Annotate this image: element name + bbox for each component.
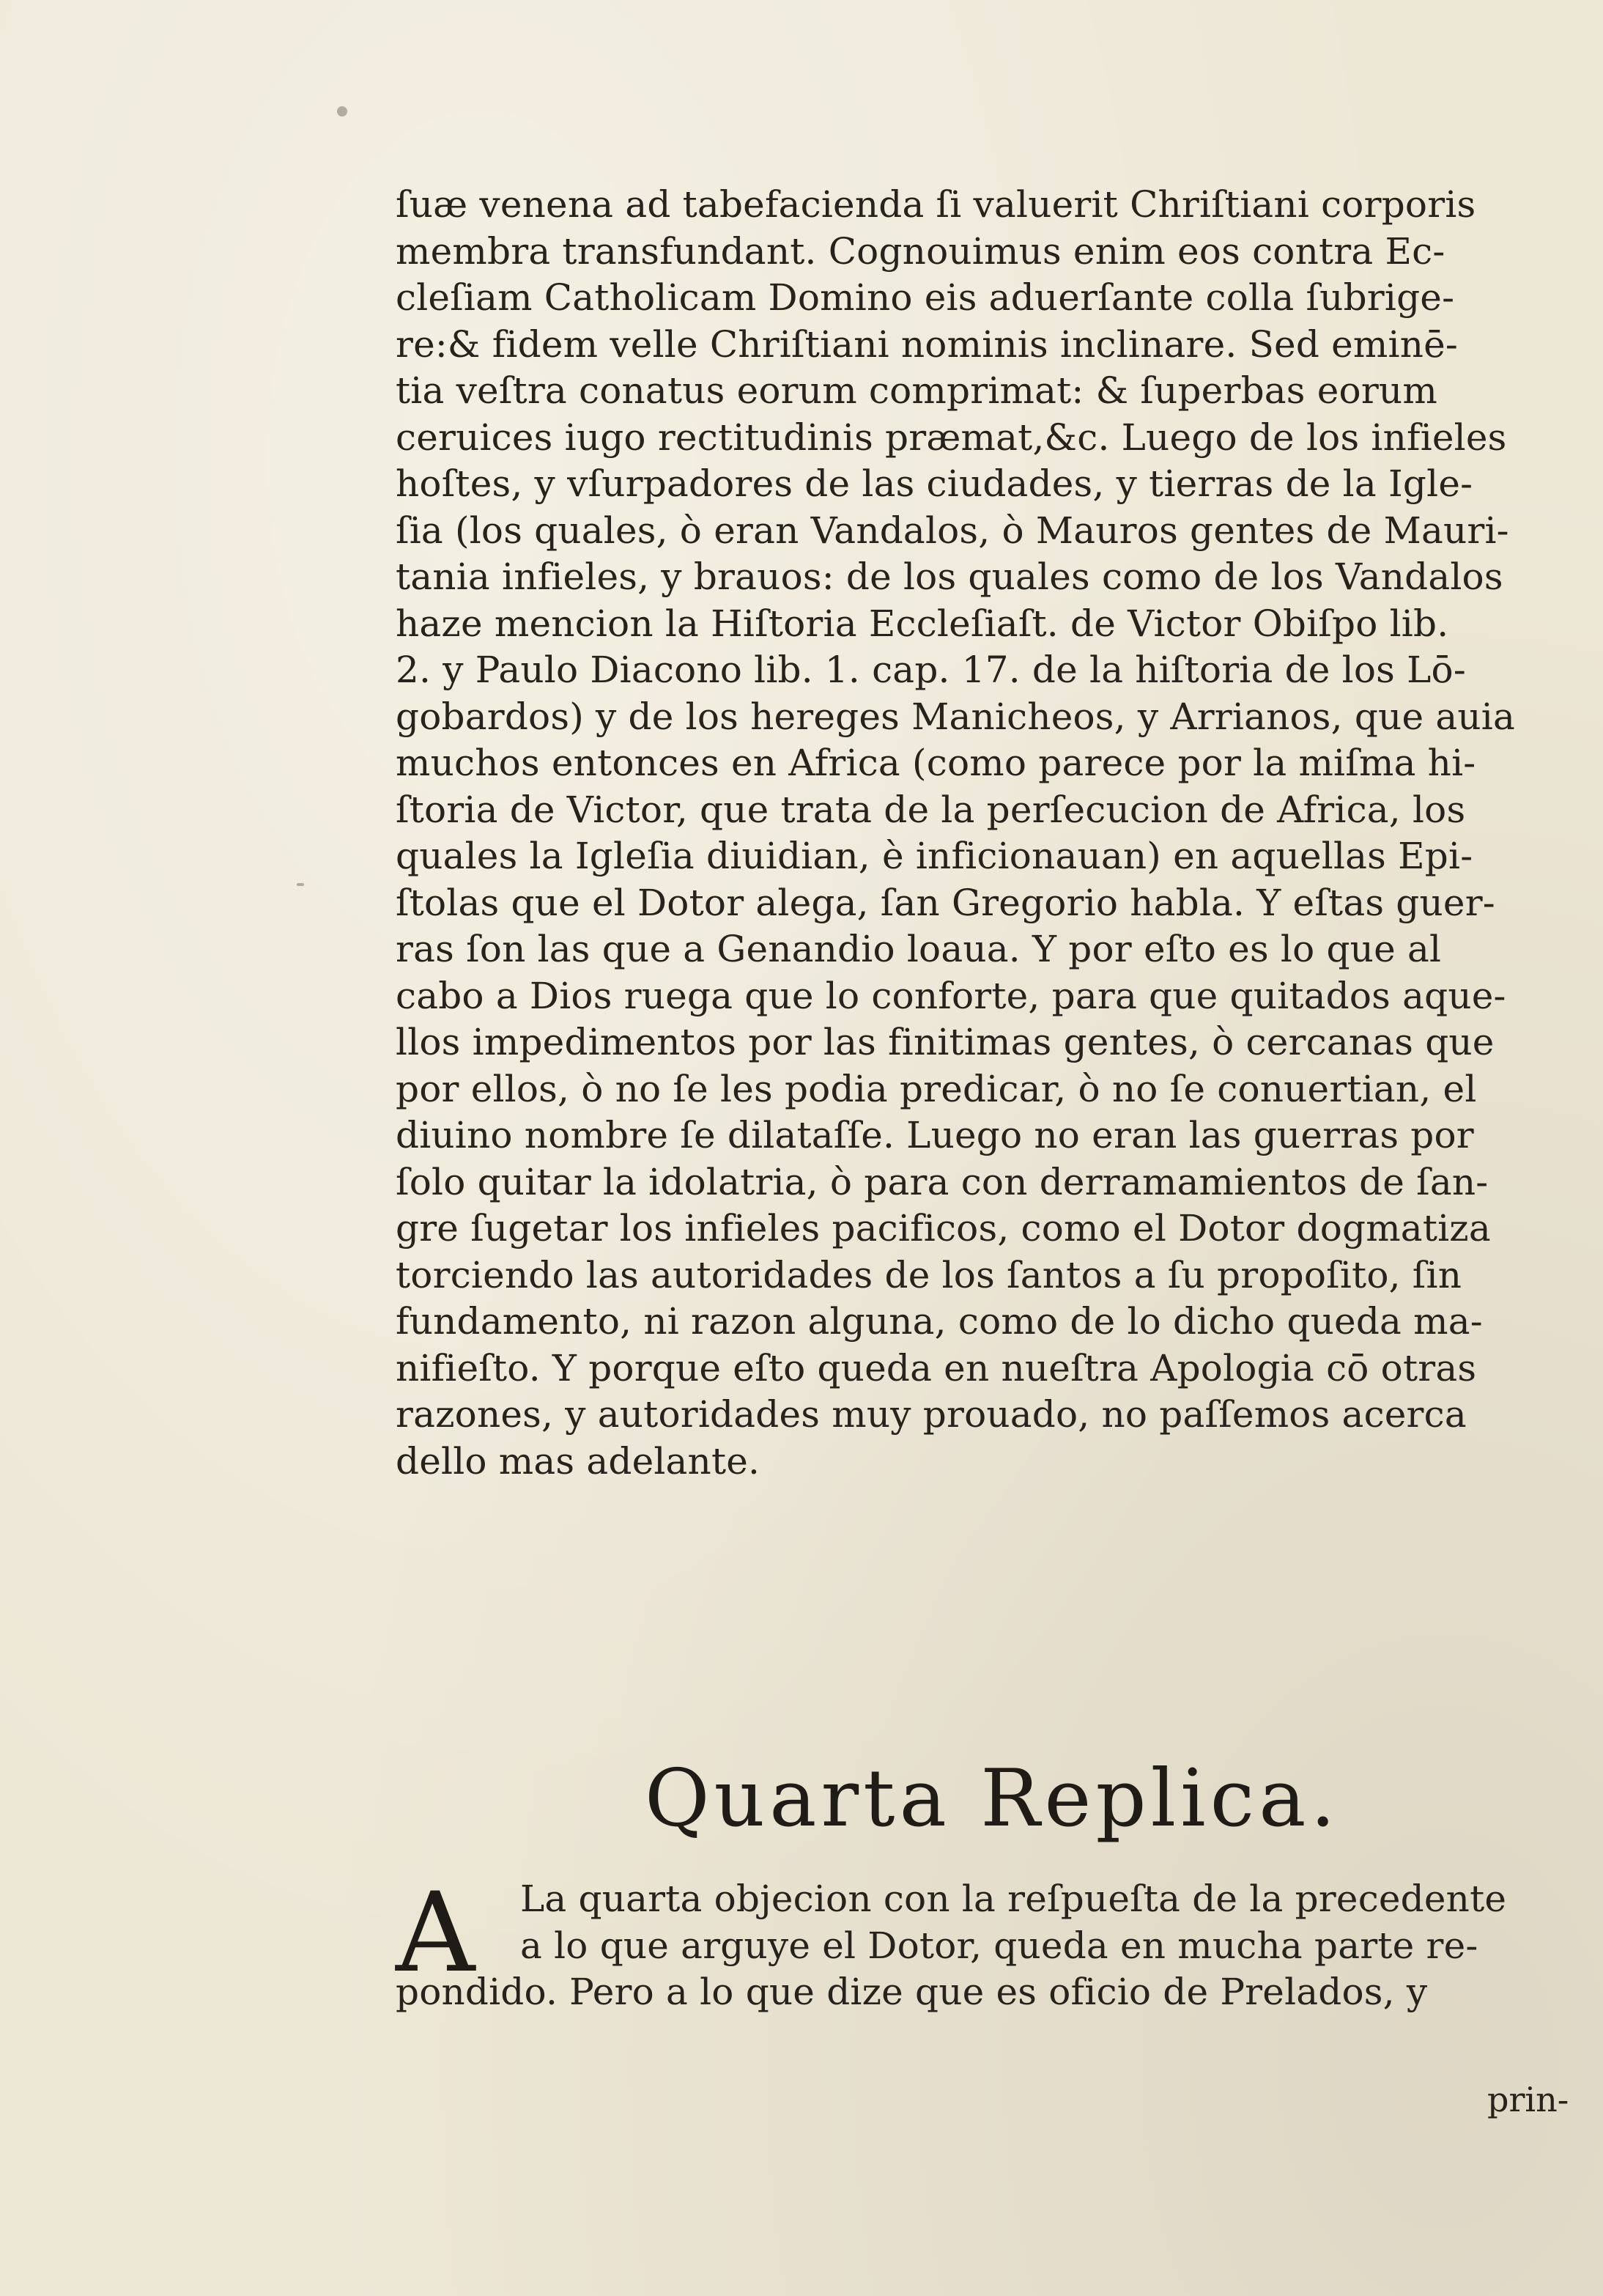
body-text: [396, 182, 1582, 1485]
text-line: cabo a Dios ruega que lo conforte, para que quitados aque-: [396, 974, 1506, 1017]
text-line: cleſiam Catholicam Domino eis aduerſante colla ſubrige-: [396, 276, 1455, 319]
text-line: ſtolas que el Dotor alega, ſan Gregorio habla. Y eſtas guer-: [396, 881, 1495, 924]
section-heading: Quarta Replica.: [645, 1753, 1340, 1845]
text-line: 2. y Paulo Diacono lib. 1. cap. 17. de la hiſtoria de los Lō-: [396, 649, 1466, 691]
text-line: gobardos) y de los hereges Manicheos, y Arrianos, que auia: [396, 695, 1515, 738]
text-line: fundamento, ni razon alguna, como de lo dicho queda ma-: [396, 1300, 1483, 1343]
text-line: gre ſugetar los infieles pacificos, como el Dotor dogmatiza: [396, 1207, 1491, 1249]
text-line: ſolo quitar la idolatria, ò para con derramamientos de ſan-: [396, 1160, 1489, 1203]
text-line: quales la Igleſia diuidian, è inficionauan) en aquellas Epi-: [396, 835, 1473, 877]
text-line: re:& fidem velle Chriſtiani nominis inclinare. Sed eminē-: [396, 322, 1459, 366]
text-line: torciendo las autoridades de los ſantos a ſu propoſito, ſin: [396, 1253, 1462, 1296]
reply-paragraph: [396, 1869, 1582, 2016]
text-line: ſtoria de Victor, que trata de la perſecucion de Africa, los: [396, 788, 1466, 831]
catchword: prin-: [1487, 2080, 1569, 2119]
ink-spot: [337, 106, 347, 117]
text-line: hoſtes, y vſurpadores de las ciudades, y tierras de la Igle-: [396, 462, 1473, 505]
ink-spot: [297, 883, 304, 886]
text-line: ſia (los quales, ò eran Vandalos, ò Mauros gentes de Mauri-: [396, 509, 1509, 552]
text-line: razones, y autoridades muy prouado, no paſſemos acerca: [396, 1393, 1467, 1436]
text-line: ras ſon las que a Genandio loaua. Y por eſto es lo que al: [396, 928, 1442, 970]
text-line: haze mencion la Hiſtoria Eccleſiaſt. de Victor Obiſpo lib.: [396, 602, 1449, 645]
text-line: diuino nombre ſe dilataſſe. Luego no eran las guerras por: [396, 1114, 1474, 1156]
text-line: dello mas adelante.: [396, 1439, 760, 1483]
text-line: ceruices iugo rectitudinis præmat,&c. Luego de los infieles: [396, 416, 1507, 459]
text-line: a lo que arguye el Dotor, queda en mucha parte re-: [520, 1924, 1478, 1967]
text-line: nifieſto. Y porque eſto queda en nueſtra Apologia cō otras: [396, 1346, 1477, 1389]
drop-cap: A: [396, 1869, 475, 1997]
text-line: ſuæ venena ad tabefacienda ſi valuerit Chriſtiani corporis: [396, 183, 1476, 226]
text-line: La quarta objecion con la reſpueſta de la precedente: [520, 1878, 1507, 1920]
text-line: membra transfundant. Cognouimus enim eos contra Ec-: [396, 229, 1445, 273]
text-line: llos impedimentos por las finitimas gentes, ò cercanas que: [396, 1021, 1495, 1063]
text-line: pondido. Pero a lo que dize que es oficio de Prelados, y: [396, 1971, 1428, 2013]
text-line: tia veſtra conatus eorum comprimat: & ſuperbas eorum: [396, 369, 1437, 412]
text-line: por ellos, ò no ſe les podia predicar, ò no ſe conuertian, el: [396, 1067, 1477, 1110]
text-line: tania infieles, y brauos: de los quales como de los Vandalos: [396, 555, 1503, 598]
text-line: muchos entonces en Africa (como parece por la miſma hi-: [396, 742, 1476, 784]
